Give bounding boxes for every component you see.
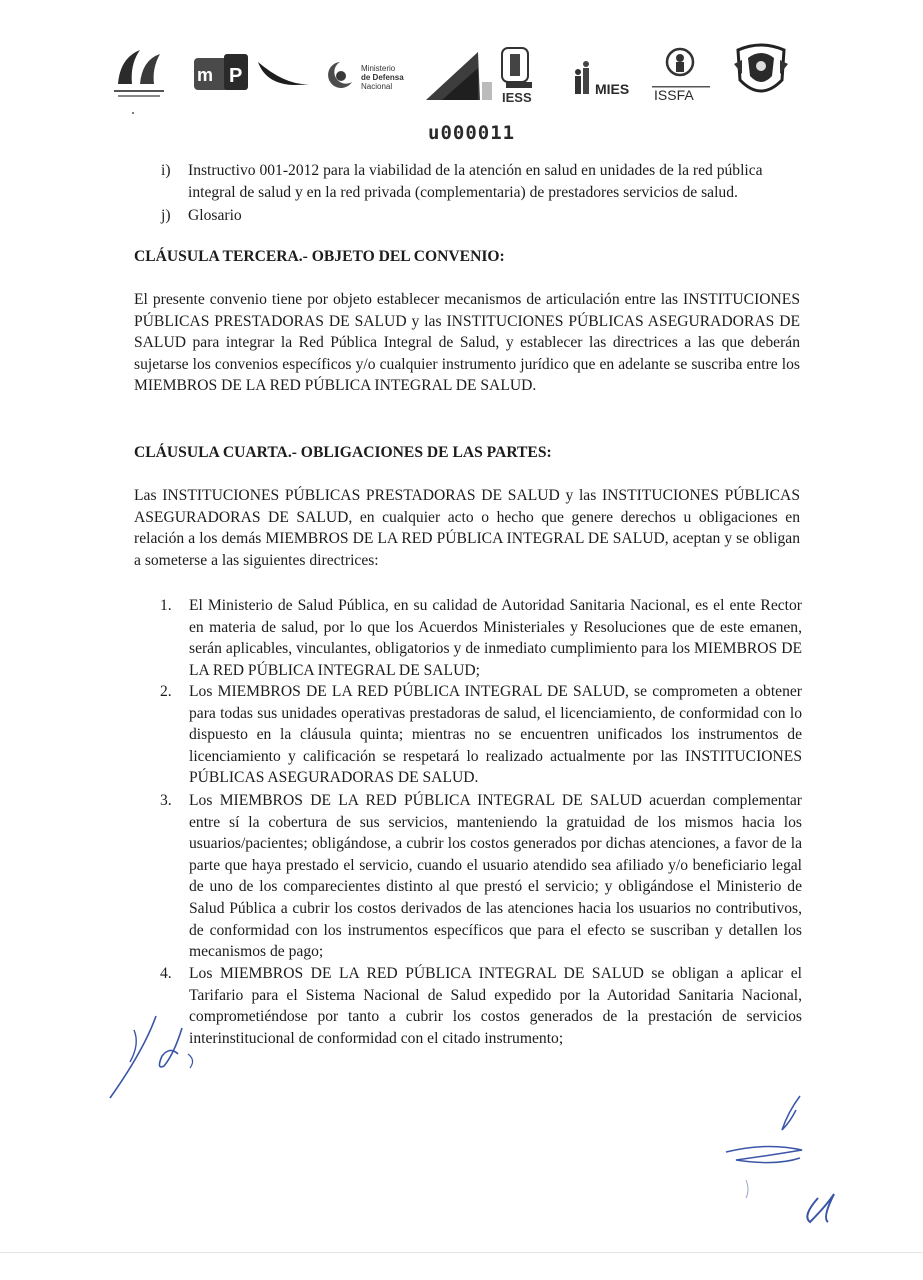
list-item-marker: i) <box>161 162 171 179</box>
svg-text:ISSFA: ISSFA <box>654 87 694 102</box>
handwritten-signature-right <box>706 1090 856 1235</box>
defensa-caption-line: Nacional <box>361 82 393 91</box>
swoosh-logo <box>256 58 314 92</box>
mcds-logo <box>110 44 168 104</box>
page-bottom-edge <box>0 1252 923 1253</box>
obligation-text: Los MIEMBROS DE LA RED PÚBLICA INTEGRAL DE SALUD acuerdan complementar entre sí la cobertura de sus servicios, manteniendo la gratuidad de los mismos hacia los usuarios/pacientes; obligándose, a cubrir los costos generados por dichas atenciones, a favor de la parte que haya prestado el servicio, cuando el usuario atendido sea afiliado y/o beneficiario legal de uno de los comparecientes distinto al que prestó el servicio; y obligándose el Ministerio de Salud Pública a cubrir los costos derivados de las atenciones hacia los usuarios no contributivos, de conformidad con los instrumentos específicos que para el efecto se suscriban y detallen los mecanismos de pago; <box>189 792 802 961</box>
obligation-number: 3. <box>160 792 172 809</box>
svg-text:P: P <box>229 65 243 87</box>
clause-intro: Las INSTITUCIONES PÚBLICAS PRESTADORAS DE SALUD y las INSTITUCIONES PÚBLICAS ASEGURADORAS DE SALUD, en cualquier acto o hecho que genere derechos u obligaciones en relación a los demás MIEMBROS DE LA RED PÚBLICA INTEGRAL DE SALUD, aceptan y se obligan a someterse a las siguientes directrices: <box>134 487 800 569</box>
msp-logo <box>194 50 250 96</box>
handwritten-initials-left <box>104 1010 214 1102</box>
policia-crest-logo <box>732 40 790 106</box>
list-item-text <box>188 205 803 227</box>
text-line: Glosario <box>188 207 242 224</box>
list-item-marker: j) <box>161 207 171 224</box>
svg-text:MIES: MIES <box>595 81 630 97</box>
clause-body: El presente convenio tiene por objeto establecer mecanismos de articulación entre las INSTITUCIONES PÚBLICAS PRESTADORAS DE SALUD y las INSTITUCIONES PÚBLICAS ASEGURADORAS DE SALUD para integrar la Red Pública Integral de Salud, y establecer las directrices a las que deberán sujetarse los convenios específicos y/o cualquier instrumento jurídico que en adelante se suscriba entre los MIEMBROS DE LA RED PÚBLICA INTEGRAL DE SALUD. <box>134 291 800 395</box>
scan-speck <box>132 112 134 114</box>
institution-logos <box>110 40 790 110</box>
clause-heading: CLÁUSULA TERCERA.- OBJETO DEL CONVENIO: <box>134 248 505 265</box>
obligation-text: El Ministerio de Salud Pública, en su calidad de Autoridad Sanitaria Nacional, es el ente Rector en materia de salud, por lo que los Acuerdos Ministeriales y Resoluciones que de este emanen, serán aplicables, vinculantes, obligatorios y de inmediato cumplimiento para los MIEMBROS DE LA RED PÚBLICA INTEGRAL DE SALUD; <box>189 597 802 679</box>
svg-text:m: m <box>197 65 214 85</box>
clause-heading: CLÁUSULA CUARTA.- OBLIGACIONES DE LAS PARTES: <box>134 444 552 461</box>
iess-logo <box>422 42 552 104</box>
issfa-logo <box>650 42 712 102</box>
obligation-text: Los MIEMBROS DE LA RED PÚBLICA INTEGRAL DE SALUD, se comprometen a obtener para todas sus unidades operativas prestadoras de salud, el licenciamiento, de conformidad con lo dispuesto en la cláusula quinta; mientras no se encuentren unificados los instrumentos de licenciamiento y calificación se respetará lo realizado actualmente por las INSTITUCIONES PÚBLICAS ASEGURADORAS DE SALUD. <box>189 683 802 787</box>
defensa-caption <box>361 64 404 91</box>
obligation-number: 2. <box>160 683 172 700</box>
obligation-number: 1. <box>160 597 172 614</box>
text-line: Instructivo 001-2012 para la viabilidad de la atención en salud en unidades de la red pública <box>188 162 763 179</box>
folio-number: u000011 <box>428 122 516 144</box>
defensa-emblem <box>326 60 354 92</box>
list-item-text <box>188 160 803 203</box>
defensa-caption-line: Ministerio <box>361 64 396 73</box>
svg-text:IESS: IESS <box>502 90 532 104</box>
text-line: integral de salud y en la red privada (complementaria) de prestadores servicios de salud. <box>188 183 738 201</box>
obligation-text: Los MIEMBROS DE LA RED PÚBLICA INTEGRAL DE SALUD se obligan a aplicar el Tarifario para el Sistema Nacional de Salud expedido por la Autoridad Sanitaria Nacional, comprometiéndose por tanto a cubrir los costos generados de la prestación de servicios interinstitucional de conformidad con el citado instrumento; <box>189 965 802 1047</box>
mies-logo <box>573 54 637 98</box>
defensa-caption-line: de Defensa <box>361 73 404 82</box>
obligation-number: 4. <box>160 965 172 982</box>
